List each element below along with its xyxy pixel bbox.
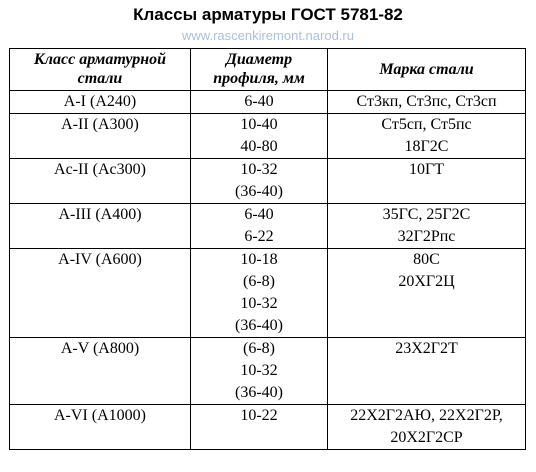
cell-class xyxy=(10,405,191,450)
table-header xyxy=(10,49,526,91)
diameter-value: (6-8) xyxy=(243,340,275,357)
header-grade-line-1: Марка стали xyxy=(379,60,474,78)
cell-grade xyxy=(328,159,526,204)
table-row xyxy=(10,114,526,159)
diameter-value: 40-80 xyxy=(240,138,278,155)
watermark-url: www.rascenkiremont.narod.ru xyxy=(182,28,354,43)
cell-grade xyxy=(328,114,526,159)
diameter-value: (36-40) xyxy=(235,183,283,200)
class-label: Ac-II (Ac300) xyxy=(54,161,146,178)
cell-diameter xyxy=(191,249,328,338)
diameter-value: (36-40) xyxy=(235,317,283,334)
diameter-value: 6-22 xyxy=(244,228,274,245)
diameter-value: 10-22 xyxy=(240,407,278,424)
header-class-line-2: стали xyxy=(77,70,123,87)
table-body xyxy=(10,91,526,450)
cell-diameter xyxy=(191,405,328,450)
grade-value: Ст5сп, Ст5пс xyxy=(381,116,472,133)
cell-diameter xyxy=(191,91,328,114)
class-label: A-III (A400) xyxy=(58,206,142,223)
cell-class xyxy=(10,91,191,114)
class-label: A-II (A300) xyxy=(61,116,139,133)
cell-class xyxy=(10,159,191,204)
table-row xyxy=(10,338,526,405)
cell-diameter xyxy=(191,159,328,204)
class-label: A-I (A240) xyxy=(63,93,137,110)
diameter-value: 6-40 xyxy=(244,93,274,110)
grade-value: 18Г2С xyxy=(404,138,449,155)
cell-class xyxy=(10,249,191,338)
diameter-value: 10-32 xyxy=(240,161,278,178)
header-row xyxy=(10,49,526,91)
diameter-value: (36-40) xyxy=(235,384,283,401)
header-grade xyxy=(328,49,526,91)
grade-value: 10ГТ xyxy=(408,161,445,178)
cell-diameter xyxy=(191,114,328,159)
diameter-value: 10-32 xyxy=(240,295,278,312)
table-row xyxy=(10,91,526,114)
diameter-value: 6-40 xyxy=(244,206,274,223)
cell-class xyxy=(10,114,191,159)
diameter-value: 10-32 xyxy=(240,362,278,379)
grade-value: Ст3кп, Ст3пс, Ст3сп xyxy=(356,93,497,110)
cell-grade xyxy=(328,204,526,249)
cell-diameter xyxy=(191,338,328,405)
grade-value: 32Г2Рпс xyxy=(397,228,456,245)
diameter-value: (6-8) xyxy=(243,273,275,290)
diameter-value: 10-18 xyxy=(240,251,278,268)
grade-value: 20ХГ2Ц xyxy=(398,273,455,290)
table-row xyxy=(10,159,526,204)
cell-class xyxy=(10,204,191,249)
cell-grade xyxy=(328,91,526,114)
grade-value: 20Х2Г2СР xyxy=(390,429,463,446)
cell-class xyxy=(10,338,191,405)
rebar-classes-table xyxy=(9,48,526,450)
cell-grade xyxy=(328,338,526,405)
class-label: A-V (A800) xyxy=(60,340,140,357)
grade-value: 35ГС, 25Г2С xyxy=(382,206,471,223)
header-diameter-line-1: Диаметр xyxy=(225,51,293,68)
class-label: A-IV (A600) xyxy=(58,251,142,268)
header-class-line-1: Класс арматурной xyxy=(33,51,167,68)
table-row xyxy=(10,405,526,450)
cell-diameter xyxy=(191,204,328,249)
diameter-value: 10-40 xyxy=(240,116,278,133)
grade-value: 23Х2Г2Т xyxy=(395,340,458,357)
grade-value: 80С xyxy=(413,251,440,268)
header-diameter-line-2: профиля, мм xyxy=(213,70,305,87)
class-label: A-VI (A1000) xyxy=(54,407,146,424)
page-title: Классы арматуры ГОСТ 5781-82 xyxy=(133,5,403,24)
header-diameter xyxy=(191,49,328,91)
cell-grade xyxy=(328,405,526,450)
table-row xyxy=(10,249,526,338)
header-class xyxy=(10,49,191,91)
cell-grade xyxy=(328,249,526,338)
table-row xyxy=(10,204,526,249)
grade-value: 22Х2Г2АЮ, 22Х2Г2Р, xyxy=(350,407,503,424)
